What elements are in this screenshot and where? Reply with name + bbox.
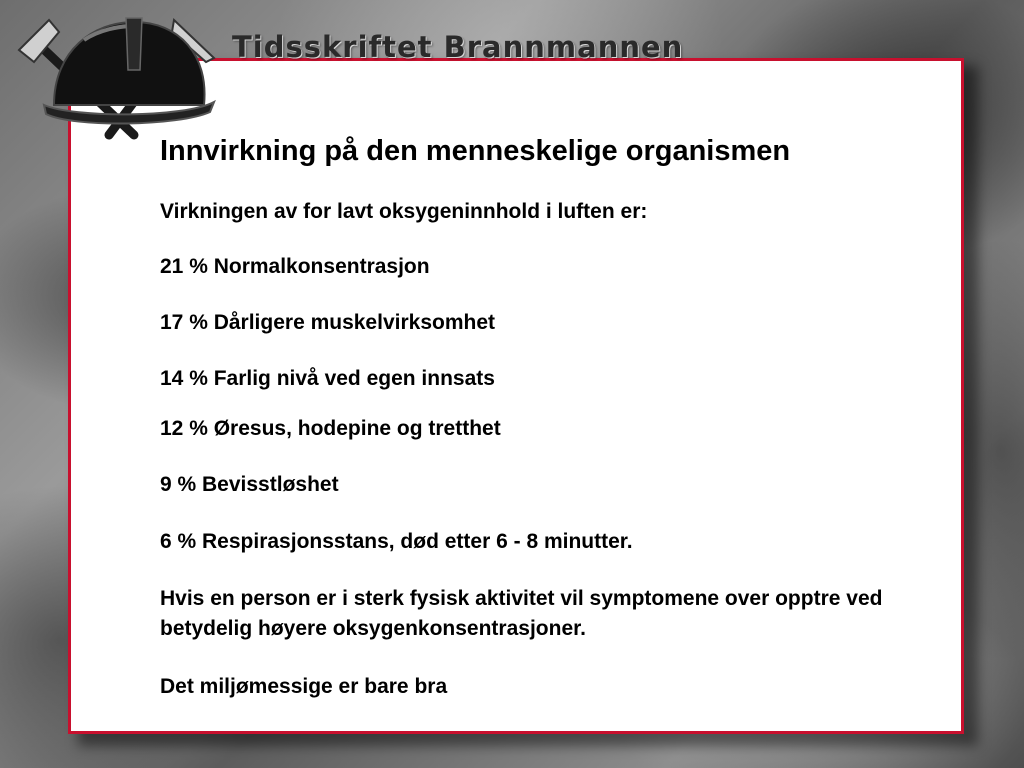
activity-note: Hvis en person er i sterk fysisk aktivitet vil symptomene over opptre ved betydelig høyere oksygenkonsentrasjoner.: [160, 587, 883, 640]
slide-title: Innvirkning på den menneskelige organismen: [160, 135, 791, 167]
brand-title: Tidsskriftet Brannmannen: [232, 30, 684, 64]
oxygen-level-item: 6 % Respirasjonsstans, død etter 6 - 8 minutter.: [160, 530, 633, 553]
oxygen-level-item: 14 % Farlig nivå ved egen innsats: [160, 367, 495, 390]
intro-text: Virkningen av for lavt oksygeninnhold i luften er:: [160, 200, 648, 223]
oxygen-level-item: 21 % Normalkonsentrasjon: [160, 255, 430, 278]
closing-text: Det miljømessige er bare bra: [160, 675, 448, 698]
oxygen-level-item: 12 % Øresus, hodepine og tretthet: [160, 417, 501, 440]
oxygen-level-item: 9 % Bevisstløshet: [160, 473, 339, 496]
oxygen-level-item: 17 % Dårligere muskelvirksomhet: [160, 311, 495, 334]
firefighter-helmet-logo-icon: [14, 10, 244, 140]
